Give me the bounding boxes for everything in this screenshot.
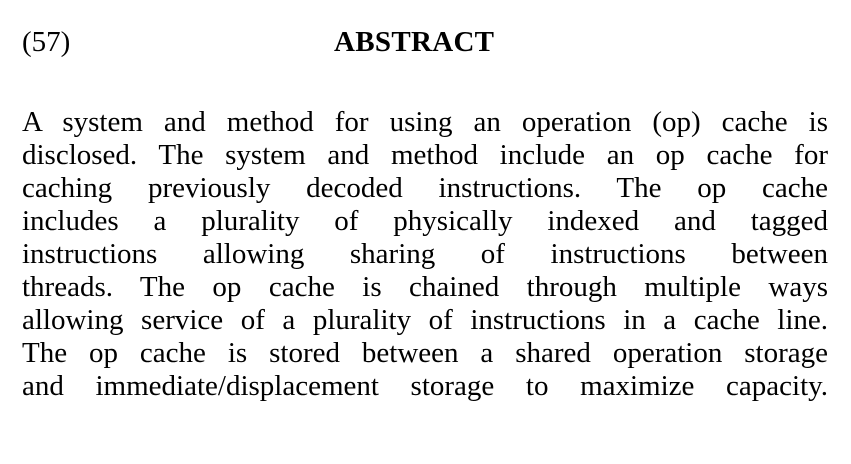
abstract-line: A system and method for using an operation (op) cache is (22, 106, 828, 138)
abstract-line: instructions allowing sharing of instructions between (22, 238, 828, 270)
abstract-line: disclosed. The system and method include an op cache for (22, 139, 828, 171)
section-number: (57) (22, 26, 71, 58)
abstract-line: allowing service of a plurality of instructions in a cache line. (22, 304, 828, 336)
abstract-line: and immediate/displacement storage to maximize capacity. (22, 370, 828, 402)
abstract-body (22, 106, 828, 403)
abstract-line: includes a plurality of physically indexed and tagged (22, 205, 828, 237)
section-title: ABSTRACT (334, 26, 495, 58)
abstract-header (22, 24, 828, 64)
abstract-line: threads. The op cache is chained through multiple ways (22, 271, 828, 303)
abstract-line: caching previously decoded instructions. The op cache (22, 172, 828, 204)
abstract-line: The op cache is stored between a shared operation storage (22, 337, 828, 369)
